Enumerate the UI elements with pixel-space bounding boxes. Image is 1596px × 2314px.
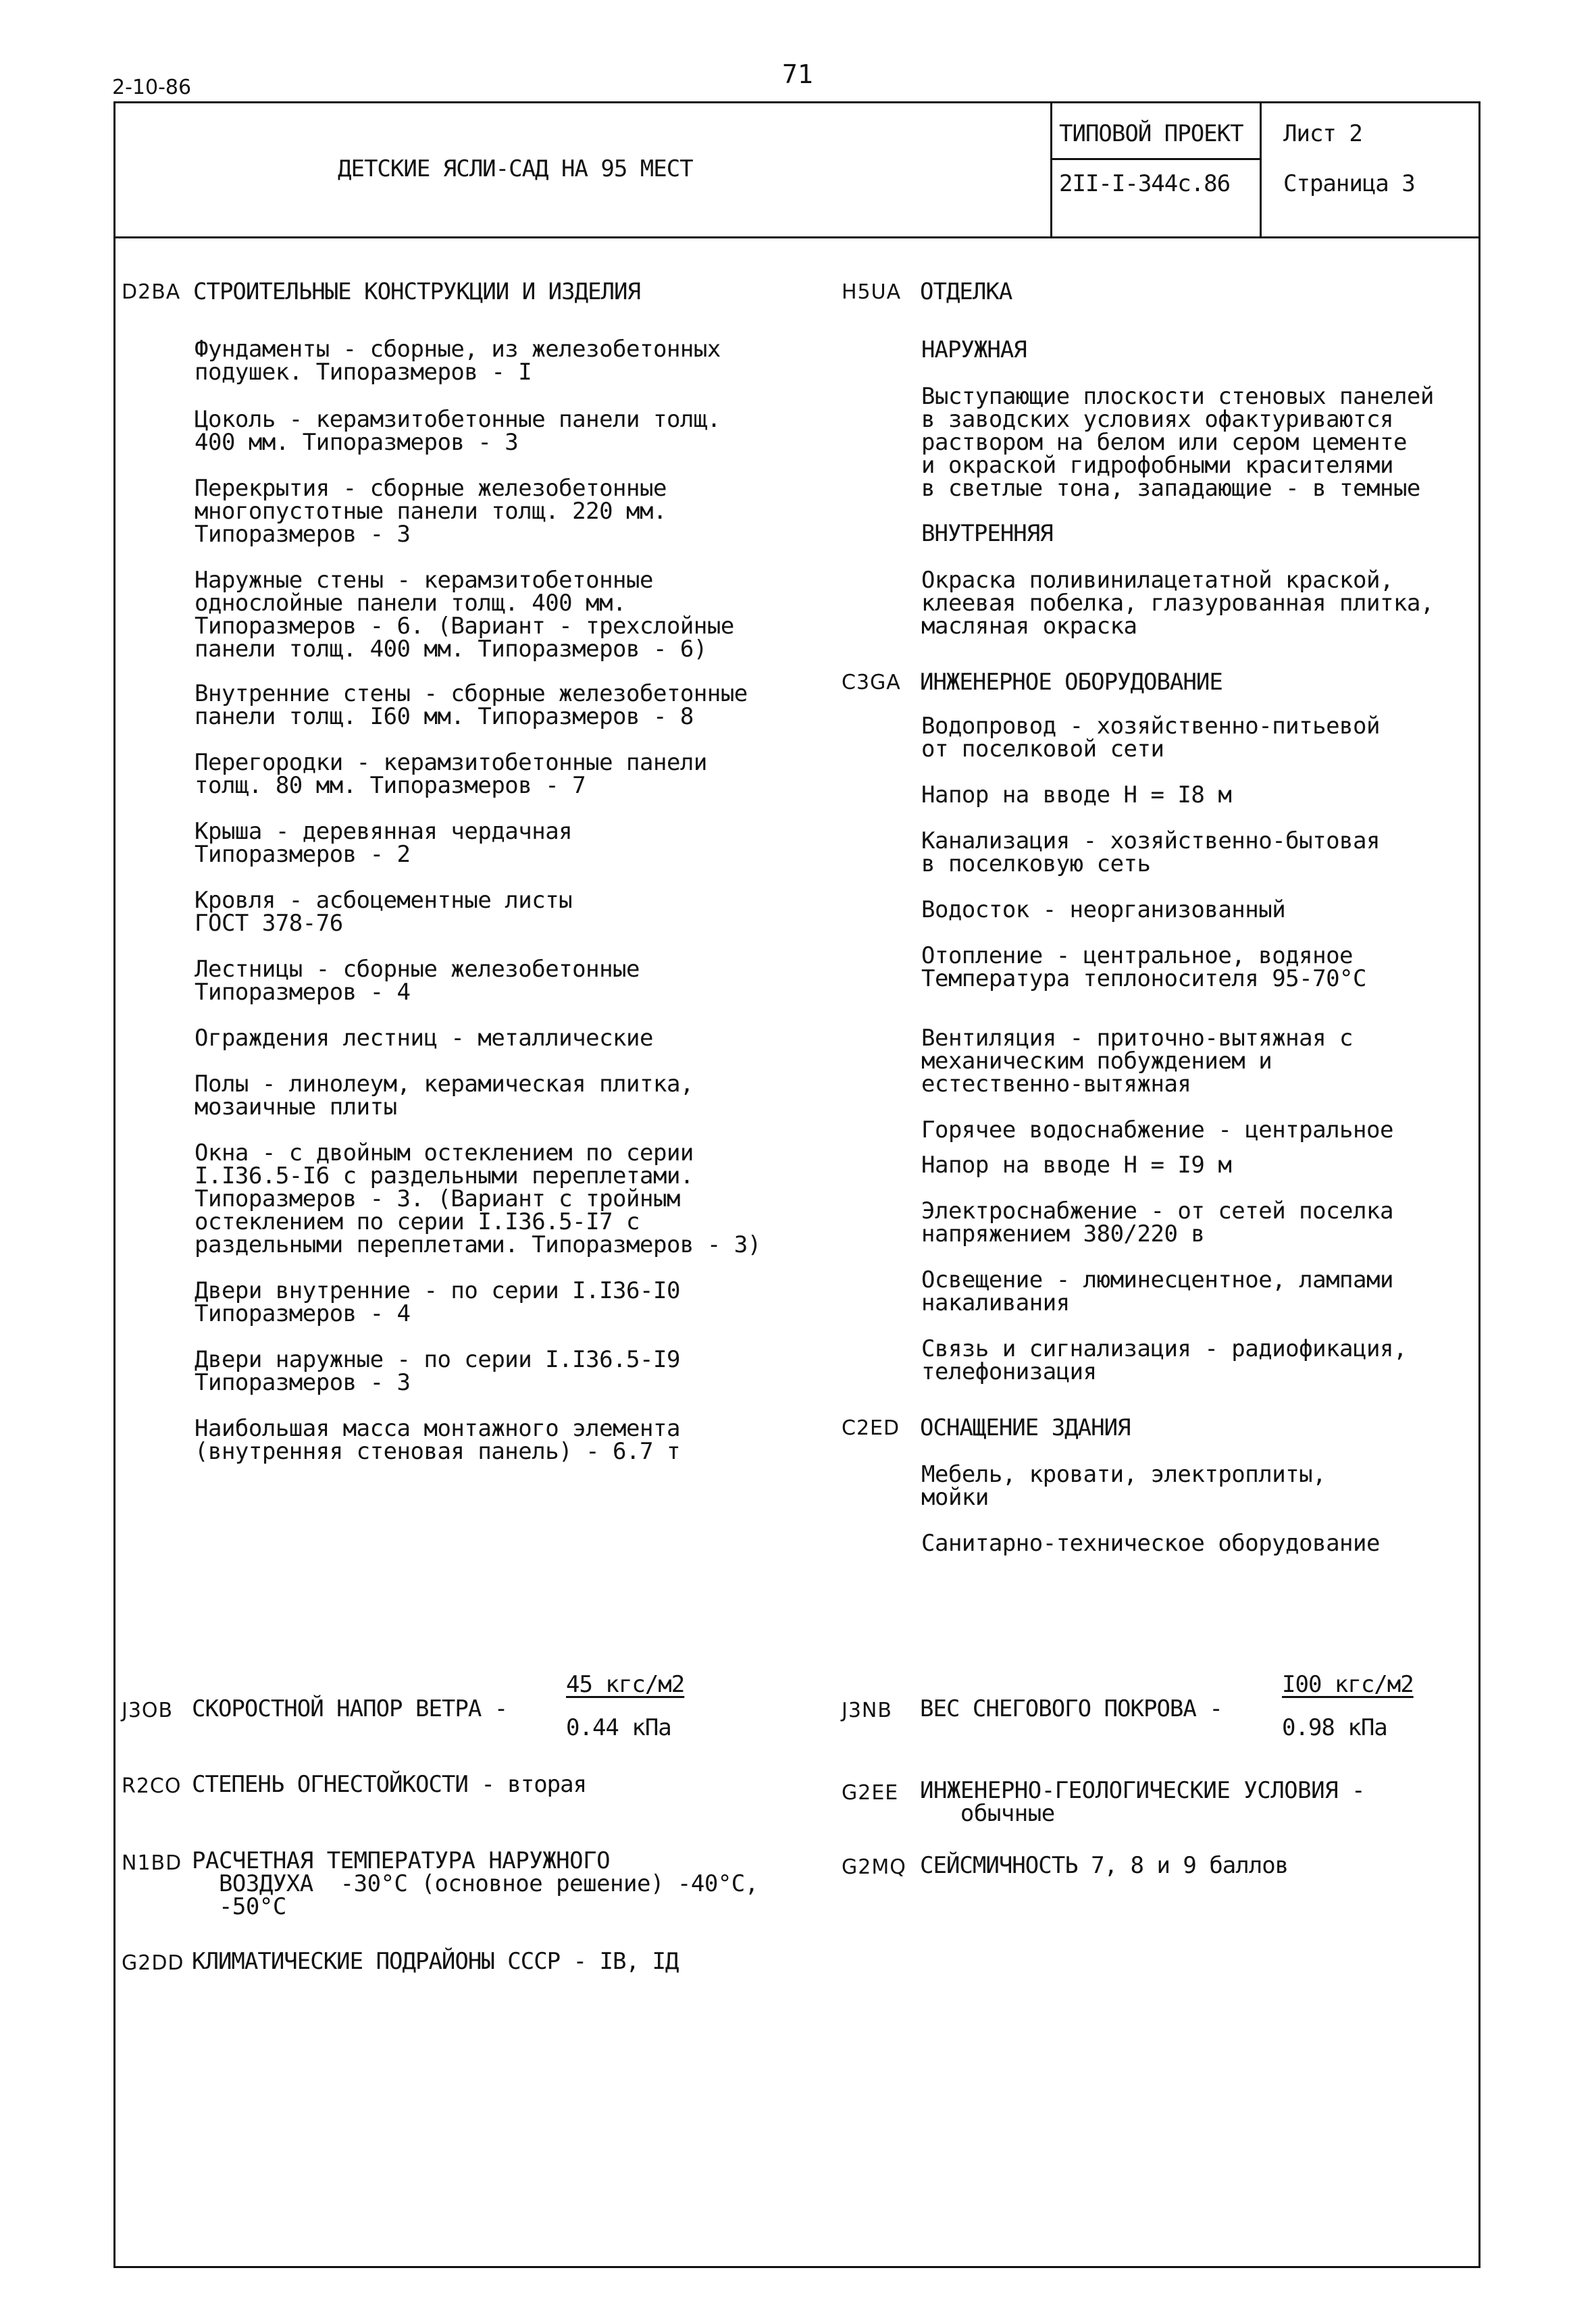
project-label: ТИПОВОЙ ПРОЕКТ — [1059, 120, 1243, 147]
snow-label: ВЕС СНЕГОВОГО ПОКРОВА - — [920, 1695, 1222, 1722]
paragraph-windows: Окна - с двойным остеклением по серии I.I36.5-I6 с раздельными переплетами. Типоразмеров - 3. (Вариант с тройным остеклением по серии I.I36.5-I7 с раздельными переплетами. Типоразмеров - 3) — [195, 1139, 761, 1258]
snow-value-kgf: I00 кгс/м2 — [1282, 1671, 1414, 1698]
eng-drainage: Водосток - неорганизованный — [921, 896, 1286, 923]
eng-water-supply: Водопровод - хозяйственно-питьевой от поселковой сети — [921, 713, 1380, 763]
inner-finish-text: Окраска поливинилацетатной краской, клеевая побелка, глазурованная плитка, масляная окраска — [921, 567, 1434, 640]
paragraph-stair-railings: Ограждения лестниц - металлические — [195, 1025, 653, 1052]
paragraph-plinth: Цоколь - керамзитобетонные панели толщ. 400 мм. Типоразмеров - 3 — [195, 406, 721, 456]
paragraph-outer-doors: Двери наружные - по серии I.I36.5-I9 Типоразмеров - 3 — [195, 1346, 680, 1396]
equipment-code: C2ED — [842, 1416, 900, 1440]
snow-value-kpa: 0.98 кПа — [1282, 1714, 1387, 1741]
paragraph-roofing: Кровля - асбоцементные листы ГОСТ 378-76 — [195, 887, 573, 937]
geo-code: G2EE — [842, 1781, 899, 1805]
fire-resistance: СТЕПЕНЬ ОГНЕСТОЙКОСТИ - вторая — [192, 1771, 587, 1798]
title-block-vline-2 — [1260, 101, 1262, 238]
eng-ventilation: Вентиляция - приточно-вытяжная с механическим побуждением и естественно-вытяжная — [921, 1025, 1354, 1098]
project-number: 2II-I-344с.86 — [1059, 170, 1231, 197]
sheet-label: Лист 2 — [1283, 120, 1362, 147]
geo-conditions: ИНЖЕНЕРНО-ГЕОЛОГИЧЕСКИЕ УСЛОВИЯ - обычные — [920, 1777, 1366, 1827]
paragraph-partitions: Перегородки - керамзитобетонные панели толщ. 80 мм. Типоразмеров - 7 — [195, 749, 707, 799]
eng-sewerage: Канализация - хозяйственно-бытовая в поселковую сеть — [921, 827, 1380, 877]
paragraph-inner-walls: Внутренние стены - сборные железобетонные панели толщ. I60 мм. Типоразмеров - 8 — [195, 680, 748, 730]
outer-finish-text: Выступающие плоскости стеновых панелей в заводских условиях офактуриваются раствором на белом или сером цементе и окраской гидрофобными красителями в светлые тона, западающие - в темные — [921, 383, 1434, 502]
paragraph-max-mass: Наибольшая масса монтажного элемента (внутренняя стеновая панель) - 6.7 т — [195, 1415, 680, 1465]
paragraph-inner-doors: Двери внутренние - по серии I.I36-I0 Типоразмеров - 4 — [195, 1277, 680, 1327]
eng-inlet-pressure-cold: Напор на вводе Н = I8 м — [921, 781, 1232, 808]
engineering-code: C3GA — [842, 671, 901, 694]
temperature-code: N1BD — [122, 1851, 182, 1875]
eng-hot-water: Горячее водоснабжение - центральное — [921, 1116, 1393, 1143]
seismicity: СЕЙСМИЧНОСТЬ 7, 8 и 9 баллов — [920, 1852, 1289, 1879]
eng-power-supply: Электроснабжение - от сетей поселка напряжением 380/220 в — [921, 1198, 1393, 1248]
finish-title: ОТДЕЛКА — [920, 278, 1012, 305]
seismic-code: G2MQ — [842, 1855, 906, 1879]
section-code: D2BA — [122, 280, 181, 304]
equip-sanitary: Санитарно-техническое оборудование — [921, 1530, 1380, 1557]
title-block-hline — [1050, 158, 1261, 160]
eng-heating: Отопление - центральное, водяное Температура теплоносителя 95-70°С — [921, 942, 1367, 992]
page-number: 71 — [782, 59, 813, 89]
wind-label: СКОРОСТНОЙ НАПОР ВЕТРА - — [192, 1695, 508, 1722]
inner-finish-title: ВНУТРЕННЯЯ — [921, 520, 1053, 547]
equip-furniture: Мебель, кровати, электроплиты, мойки — [921, 1461, 1327, 1511]
eng-lighting: Освещение - люминесцентное, лампами накаливания — [921, 1266, 1393, 1316]
paragraph-stairs: Лестницы - сборные железобетонные Типоразмеров - 4 — [195, 956, 640, 1006]
finish-code: H5UA — [842, 280, 902, 304]
eng-communications: Связь и сигнализация - радиофикация, телефонизация — [921, 1335, 1407, 1385]
title-block-divider — [113, 236, 1481, 238]
document-title: ДЕТСКИЕ ЯСЛИ-САД НА 95 МЕСТ — [338, 155, 693, 182]
paragraph-floors: Перекрытия - сборные железобетонные многопустотные панели толщ. 220 мм. Типоразмеров - 3 — [195, 475, 667, 548]
equipment-title: ОСНАЩЕНИЕ ЗДАНИЯ — [920, 1414, 1131, 1441]
section-title: СТРОИТЕЛЬНЫЕ КОНСТРУКЦИИ И ИЗДЕЛИЯ — [193, 278, 640, 305]
document-code: 2-10-86 — [112, 76, 192, 99]
eng-inlet-pressure-hot: Напор на вводе Н = I9 м — [921, 1152, 1232, 1179]
fire-code: R2CO — [122, 1774, 182, 1798]
wind-value-kpa: 0.44 кПа — [566, 1714, 671, 1741]
title-block-vline-1 — [1050, 101, 1052, 238]
outer-finish-title: НАРУЖНАЯ — [921, 336, 1027, 363]
climate-code: G2DD — [122, 1951, 184, 1975]
wind-value-kgf: 45 кгс/м2 — [566, 1671, 685, 1698]
paragraph-floors-finish: Полы - линолеум, керамическая плитка, мозаичные плиты — [195, 1071, 694, 1121]
engineering-title: ИНЖЕНЕРНОЕ ОБОРУДОВАНИЕ — [920, 669, 1222, 696]
page-label: Страница 3 — [1283, 170, 1415, 197]
snow-code: J3NB — [842, 1699, 892, 1722]
climate-subregions: КЛИМАТИЧЕСКИЕ ПОДРАЙОНЫ СССР - IВ, IД — [192, 1948, 679, 1975]
paragraph-outer-walls: Наружные стены - керамзитобетонные однослойные панели толщ. 400 мм. Типоразмеров - 6. (Вариант - трехслойные панели толщ. 400 мм. Типоразмеров - 6) — [195, 567, 734, 663]
wind-code: J3OB — [122, 1699, 174, 1722]
paragraph-roof: Крыша - деревянная чердачная Типоразмеров - 2 — [195, 818, 573, 868]
paragraph-foundations: Фундаменты - сборные, из железобетонных подушек. Типоразмеров - I — [195, 336, 721, 386]
design-temperature: РАСЧЕТНАЯ ТЕМПЕРАТУРА НАРУЖНОГО ВОЗДУХА -30°С (основное решение) -40°С, -50°С — [192, 1847, 758, 1920]
